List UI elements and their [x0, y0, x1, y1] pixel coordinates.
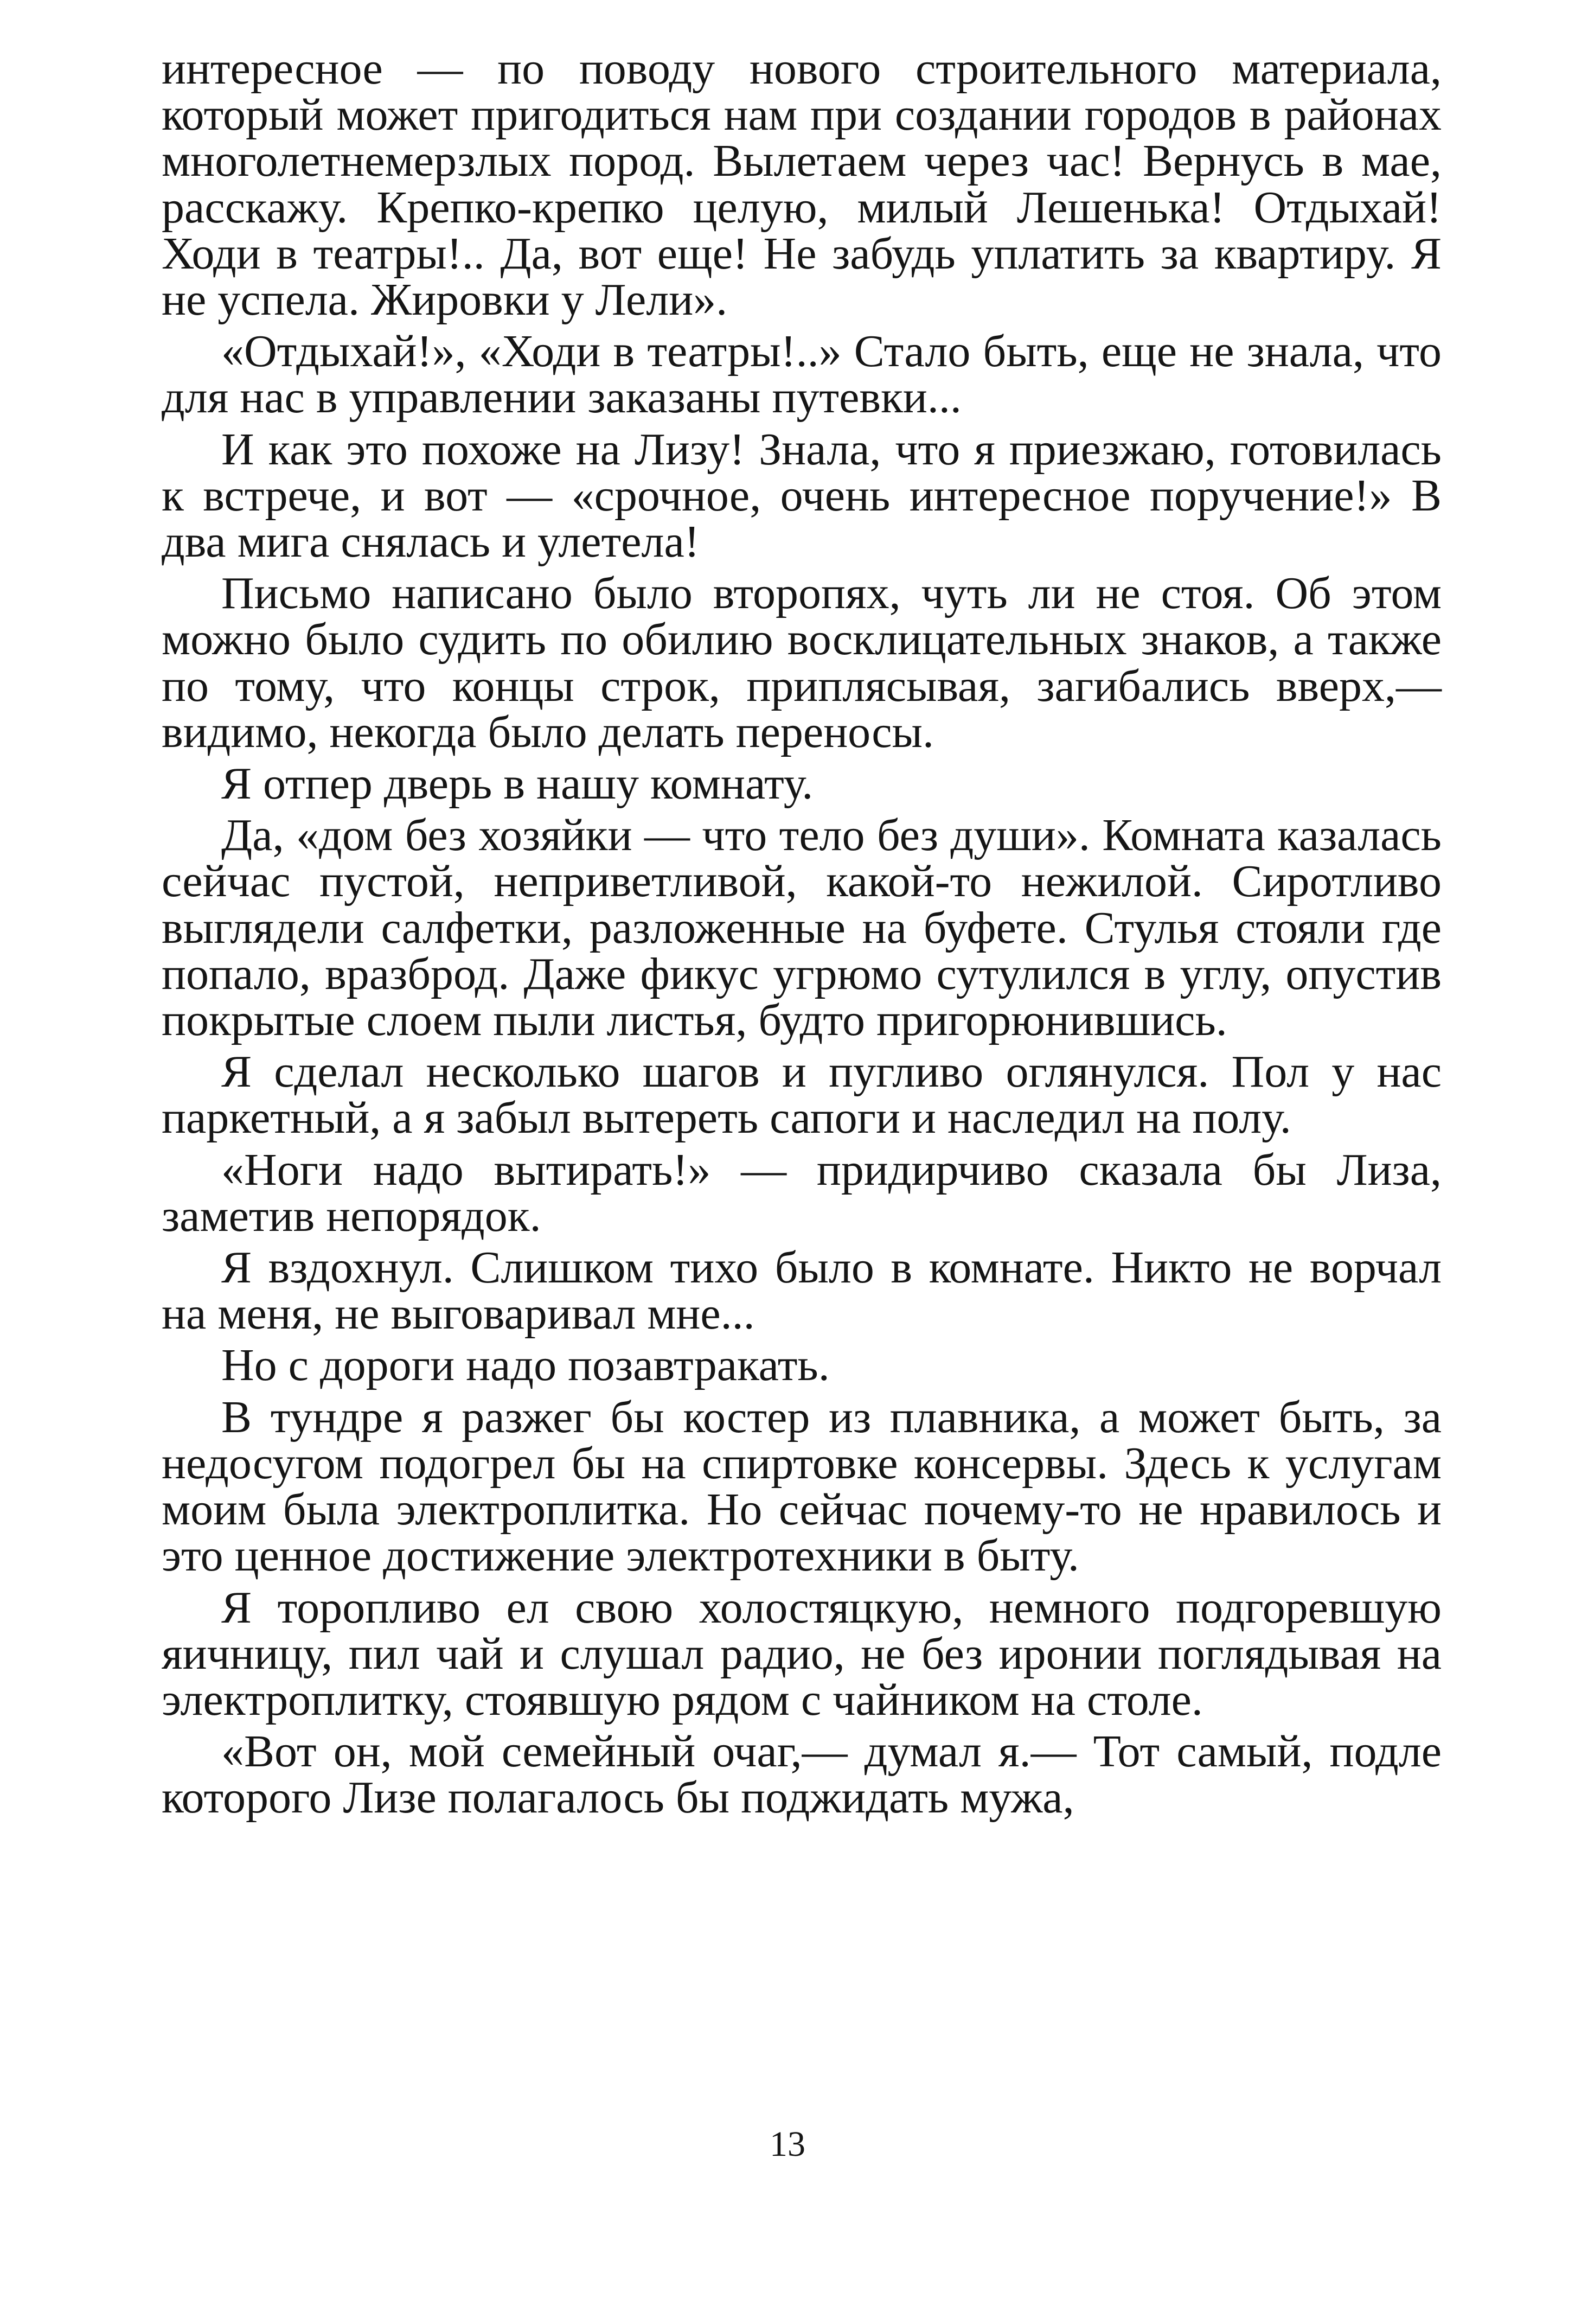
- paragraph-8: «Ноги надо вытирать!» — придирчиво сказала бы Лиза, заметив непорядок.: [162, 1144, 1442, 1241]
- paragraph-7: Я сделал несколько шагов и пугливо оглянулся. Пол у нас паркетный, а я забыл вытереть сапоги и наследил на полу.: [162, 1046, 1442, 1144]
- paragraph-12: Я торопливо ел свою холостяцкую, немного подгоревшую яичницу, пил чай и слушал радио, не без иронии поглядывая на электроплитку, стоявшую рядом с чайником на столе.: [162, 1582, 1442, 1725]
- paragraph-10: Но с дороги надо позавтракать.: [221, 1340, 830, 1391]
- paragraph-2: «Отдыхай!», «Ходи в театры!..» Стало быть, еще не знала, что для нас в управлении заказаны путевки...: [162, 326, 1442, 423]
- paragraph-9: Я вздохнул. Слишком тихо было в комнате. Никто не ворчал на меня, не выговаривал мне...: [162, 1242, 1442, 1339]
- paragraph-4: Письмо написано было второпях, чуть ли не стоя. Об этом можно было судить по обилию восклицательных знаков, а также по тому, что концы строк, приплясывая, загибались вверх,— видимо, некогда было делать переносы.: [162, 568, 1442, 757]
- paragraph-13: «Вот он, мой семейный очаг,— думал я.— Тот самый, подле которого Лизе полагалось бы поджидать мужа,: [162, 1726, 1442, 1823]
- paragraph-5: Я отпер дверь в нашу комнату.: [221, 758, 814, 809]
- paragraph-11: В тундре я разжег бы костер из плавника, а может быть, за недосугом подогрел бы на спиртовке консервы. Здесь к услугам моим была электроплитка. Но сейчас почему-то не нравилось и это ценное достижение электротехники в быту.: [162, 1391, 1442, 1581]
- paragraph-1: интересное — по поводу нового строительного материала, который может пригодиться нам при создании городов в районах многолетнемерзлых пород. Вылетаем через час! Вернусь в мае, расскажу. Крепко-крепко целую, милый Лешенька! Отдыхай! Ходи в театры!.. Да, вот еще! Не забудь уплатить за квартиру. Я не успела. Жировки у Лели».: [162, 43, 1442, 325]
- paragraph-3: И как это похоже на Лизу! Знала, что я приезжаю, готовилась к встрече, и вот — «срочное, очень интересное поручение!» В два мига снялась и улетела!: [162, 424, 1442, 567]
- page-number: 13: [770, 2124, 805, 2164]
- paragraph-6: Да, «дом без хозяйки — что тело без души». Комната казалась сейчас пустой, неприветливой, какой-то нежилой. Сиротливо выглядели салфетки, разложенные на буфете. Стулья стояли где попало, вразброд. Даже фикус угрюмо сутулился в углу, опустив покрытые слоем пыли листья, будто пригорюнившись.: [162, 810, 1442, 1046]
- body-text: [162, 43, 1442, 1827]
